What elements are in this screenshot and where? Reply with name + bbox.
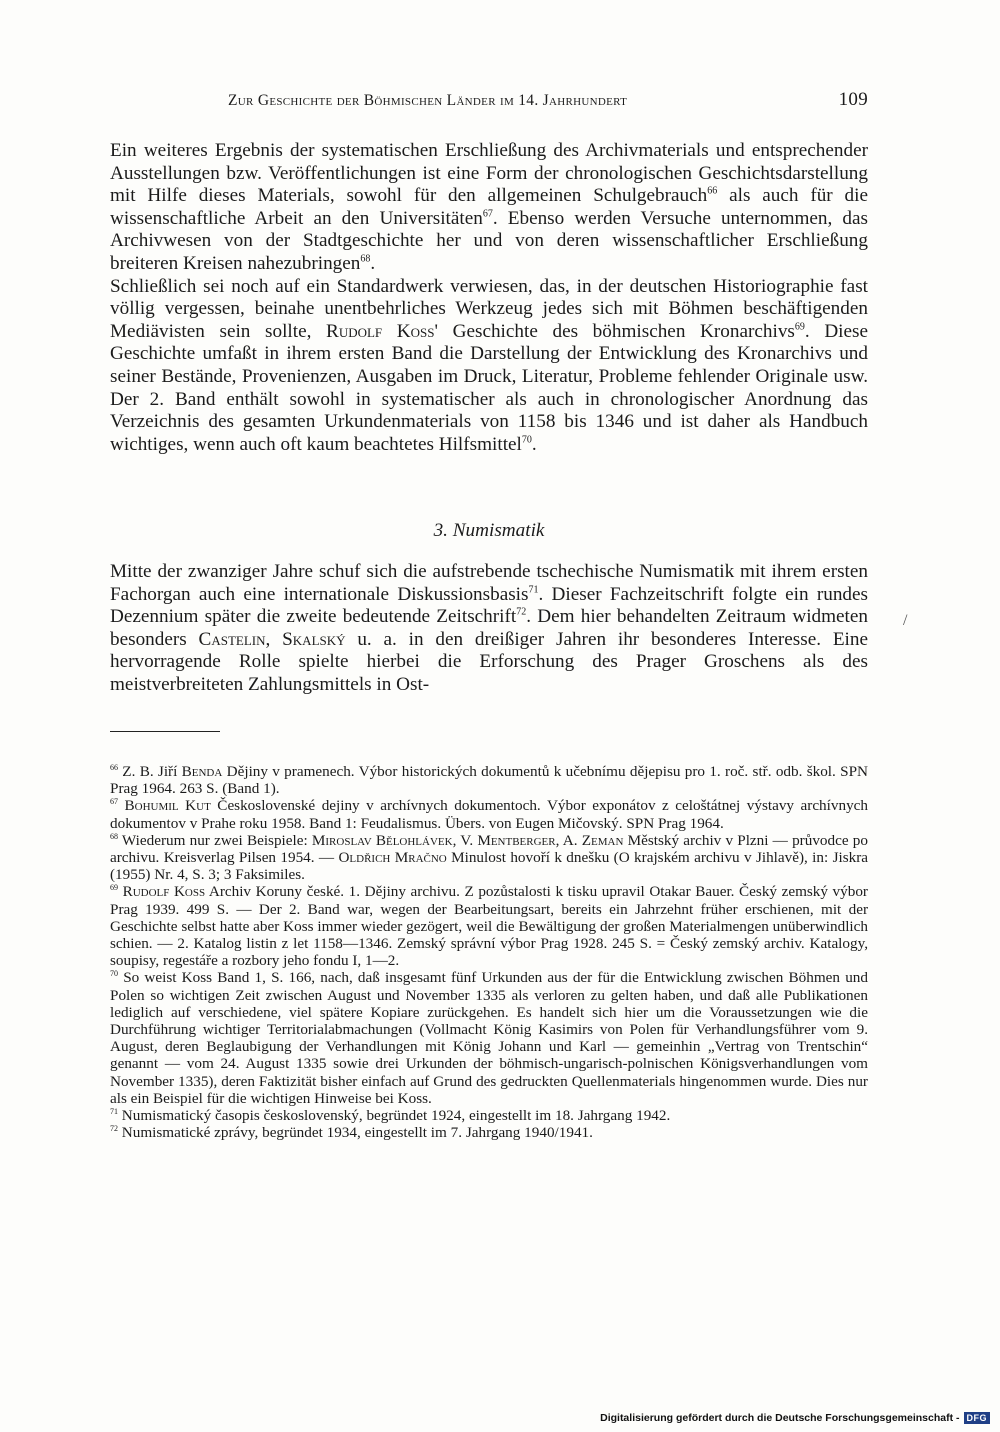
text-run: Numismatický časopis československý, begründet 1924, eingestellt im 18. Jahrgang 1942. (118, 1107, 671, 1125)
text-run: Ein weiteres Ergebnis der systematischen Erschließung des Archivmaterials und entsprechender Ausstellungen bzw. Veröffentlichungen ist eine Form der chronologischen Geschichtsdarstellung mit Hilfe dieses Materials, sowohl für den allgemeinen Schulgebrauch (110, 140, 868, 207)
footnote-number: 71 (110, 1107, 118, 1116)
body-text-lower (110, 561, 868, 697)
footnote-ref-68: 68 (360, 253, 371, 265)
text-run: u. a. in den dreißiger Jahren ihr besonderes Interesse. Eine hervorragende Rolle spielte hierbei die Erforschung des Prager Groschens als des meistverbreiteten Zahlungsmittels in Ost- (110, 628, 869, 695)
text-run: Dějiny v pramenech. Výbor historických dokumentů k učebnímu dějepisu pro 1. roč. stř. odb. škol. SPN Prag 1964. 263 S. (Band 1). (110, 763, 868, 798)
footnote-ref-71: 71 (528, 584, 539, 596)
footnote-66 (110, 763, 868, 797)
author-name: Miroslav Bělohlávek (311, 831, 453, 849)
page-number: 109 (838, 89, 868, 110)
author-name: Bohumil Kut (124, 797, 211, 815)
dfg-logo: DFG (964, 1412, 991, 1424)
text-run: . Ebenso werden Versuche unternommen, das Archivwesen von der Stadtgeschichte her und von deren wissenschaftlicher Erschließung breiteren Kreisen nahezubringen (110, 207, 868, 274)
footnote-ref-69: 69 (794, 321, 805, 333)
text-run: , (265, 628, 283, 650)
margin-mark: / (903, 612, 908, 629)
footnote-67 (110, 797, 868, 831)
text-run: Československé dejiny v archívnych dokumentoch. Výbor exponátov z celoštátnej výstavy archívnych dokumentov v Prahe roku 1958. Band 1: Feudalismus. Übers. von Eugen Mičovský. SPN Prag 1964. (110, 797, 868, 832)
text-run: Mitte der zwanziger Jahre schuf sich die aufstrebende tschechische Numismatik mit ihrem ersten Fachorgan auch eine internationale Diskussionsbasis (110, 561, 868, 605)
footnote-ref-70: 70 (521, 434, 532, 446)
running-title: Zur Geschichte der Böhmischen Länder im 14. Jahrhundert (228, 92, 628, 109)
footnote-number: 67 (110, 797, 118, 807)
body-text-upper (110, 140, 868, 456)
footnote-ref-72: 72 (516, 606, 527, 618)
text-run: . (531, 433, 537, 455)
text-run: Numismatické zprávy, begründet 1934, eingestellt im 7. Jahrgang 1940/1941. (118, 1124, 593, 1142)
section-heading: 3. Numismatik (433, 520, 545, 541)
digitization-footer (600, 1410, 990, 1426)
text-run: Wiederum nur zwei Beispiele: (118, 831, 312, 849)
footnote-72 (110, 1124, 868, 1141)
footnote-number: 70 (110, 969, 118, 979)
footer-text: Digitalisierung gefördert durch die Deutsche Forschungsgemeinschaft - (600, 1412, 960, 1424)
footnote-71 (110, 1107, 868, 1124)
paragraph-2 (110, 276, 868, 457)
footnote-number: 69 (110, 883, 118, 893)
author-name: Mentberger (477, 831, 556, 849)
text-run: Minulost hovoří k dnešku (O krajském archivu v Jihlavě), in: Jiskra (1955) Nr. 4, S. 3; 3 Faksimiles. (110, 849, 868, 884)
text-run: Archiv Koruny české. 1. Dějiny archivu. Z pozůstalosti k tisku upravil Otakar Bauer. Český zemský výbor Prag 1939. 499 S. — Der 2. Band war, wegen der Bearbeitungsart, bereits ein Jahrzehnt früher erschienen, mit der Geschichte selbst hatte aber Koss immer wieder gezögert, weil die Bewältigung der großen Materialmengen unüberwindlich schien. — 2. Katalog listin z let 1158—1346. Zemský správní výbor Prag 1928. 245 S. = Český zemský archiv. Katalogy, soupisy, regestáře a rozbory jeho fondu I, 1—2. (110, 883, 868, 970)
footnote-number: 72 (110, 1124, 118, 1134)
text-run: Městský archiv v Plzni — průvodce po archivu. Kreisverlag Pilsen 1954. — (110, 831, 868, 867)
footnote-70 (110, 969, 868, 1107)
text-run: Z. B. Jiří (118, 763, 182, 780)
footnote-separator (110, 731, 220, 732)
author-name: Rudolf Koss (326, 320, 435, 342)
text-run: Schließlich sei noch auf ein Standardwerk verwiesen, das, in der deutschen Historiographie fast völlig vergessen, beinahe unentbehrliches Werkzeug jedes sich mit Böhmen beschäftigenden Mediävisten sein sollte, (110, 275, 868, 342)
footnote-number: 66 (110, 762, 118, 772)
author-name: Oldřich Mračno (338, 849, 447, 867)
text-run: . Diese Geschichte umfaßt in ihrem ersten Band die Darstellung der Entwicklung des Kronarchivs und seiner Bestände, Provenienzen, Ausgaben im Druck, Literatur, Probleme fehlender Originale usw. Der 2. Band enthält sowohl in systematischer als auch in chronologischer Anordnung das Verzeichnis des gesamten Urkundenmaterials von 1158 bis 1346 und ist daher als Handbuch wichtiges, wenn auch oft kaum beachtetes Hilfsmittel (110, 320, 869, 455)
footnotes (110, 763, 868, 1141)
text-run: als auch für die wissenschaftliche Arbeit an den Universitäten (110, 185, 868, 229)
footnote-68 (110, 832, 868, 884)
paragraph-3 (110, 561, 868, 697)
author-name: Rudolf Koss (122, 883, 206, 901)
footnote-ref-67: 67 (482, 208, 493, 220)
text-run: So weist Koss Band 1, S. 166, nach, daß insgesamt fünf Urkunden aus der für die Entwicklung zwischen Böhmen und Polen so wichtigen Zeit zwischen August und November 1335 als verloren zu gelten haben, und daß alle Publikationen lediglich auf verschiedene, viel spätere Kopiare zurückgehen. Es handelt sich hier um die Voraussetzungen wie die Durchführung wichtiger Territorialabmachungen (Vollmacht König Kasimirs von Polen für Verhandlungsführer vom 9. August, deren Beglaubigung der Verhandlungen mit König Johann und Karl — gemeinhin „Vertrag von Trentschin“ genannt — vom 24. August 1335 sowie drei Urkunden der böhmisch-ungarisch-polnischen Königsverhandlungen vom November 1335), deren Faktizität bisher einfach auf Grund des gedruckten Quellenmaterials hingenommen wurde. Dies nur als ein Beispiel für die wichtigen Hinweise bei Koss. (110, 969, 868, 1107)
running-header (110, 89, 868, 116)
paragraph-1 (110, 140, 868, 276)
text-run: , V. (452, 831, 478, 849)
text-run: . (370, 252, 376, 274)
footnote-69 (110, 883, 868, 969)
author-name: Skalský (282, 628, 346, 650)
text-run: ' Geschichte des böhmischen Kronarchivs (434, 320, 795, 342)
text-run: , A. (555, 831, 582, 849)
footnote-ref-66: 66 (707, 185, 718, 197)
footnote-number: 68 (110, 831, 118, 841)
text-run: . Dem hier behandelten Zeitraum widmeten besonders (110, 606, 868, 650)
author-name: Benda (181, 763, 223, 780)
author-name: Castelin (198, 628, 266, 650)
text-run: . Dieser Fachzeitschrift folgte ein rundes Dezennium später die zweite bedeutende Zeitschrift (110, 583, 869, 628)
author-name: Zeman (581, 831, 624, 849)
